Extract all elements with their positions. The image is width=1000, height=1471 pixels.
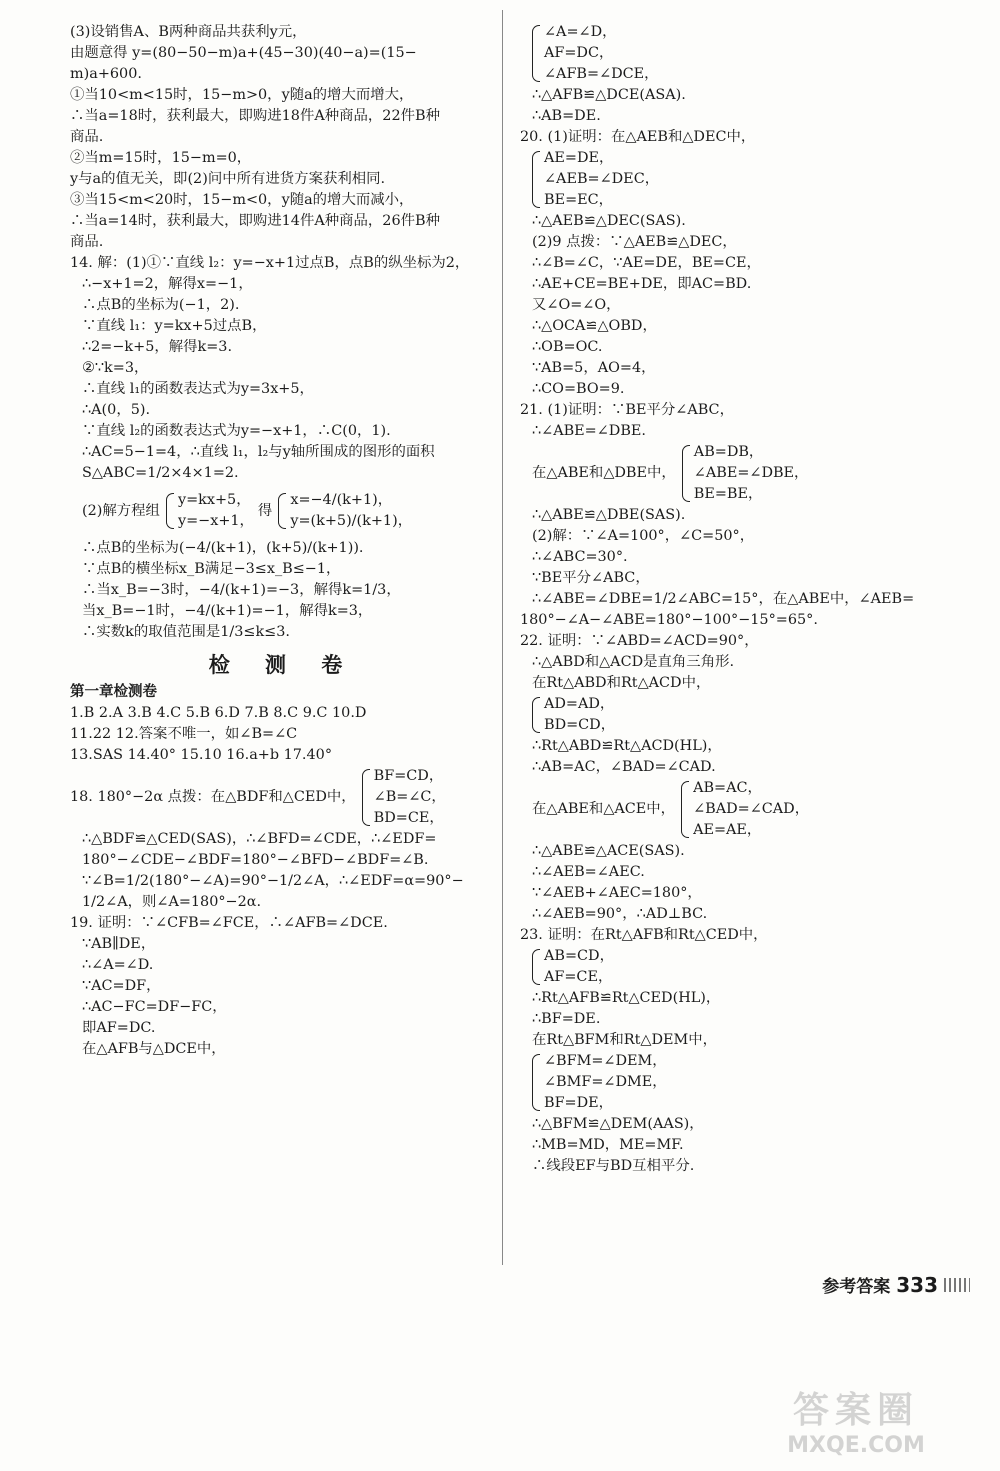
- brace-system: [530, 946, 960, 988]
- text-line: 13.SAS 14.40° 15.10 16.a+b 17.40°: [70, 747, 333, 763]
- chapter-title: 第一章检测卷: [70, 684, 157, 700]
- column-divider: [502, 10, 503, 1265]
- left-column: [70, 22, 495, 1060]
- equation: AE=DE，: [544, 150, 614, 166]
- text-line: 在△ABE和△DBE中，: [532, 465, 676, 481]
- text-line: ∴−x+1=2，解得x=−1，: [82, 276, 253, 292]
- q21: [520, 400, 960, 631]
- text-line: ∵∠B=1/2(180°−∠A)=90°−1/2∠A，∴∠EDF=α=90°−: [82, 873, 464, 889]
- q20: [520, 127, 960, 400]
- q23: [520, 925, 960, 1177]
- equation: ∠AEB=∠DEC，: [544, 171, 660, 187]
- question-number-line: 20. (1)证明：在△AEB和△DEC中，: [520, 129, 756, 145]
- footer-label: 参考答案: [822, 1277, 891, 1297]
- equation: AF=DC，: [544, 45, 614, 61]
- text-line: ∴△BFM≌△DEM(AAS)，: [532, 1116, 704, 1132]
- text-line: ∴∠B=∠C，∵AE=DE，BE=CE，: [532, 255, 761, 271]
- text-line: 即AF=DC.: [82, 1020, 156, 1036]
- text-line: 在Rt△ABD和Rt△ACD中，: [532, 675, 711, 691]
- text-line: 当x_B=−1时，−4/(k+1)=−1，解得k=3，: [82, 603, 373, 619]
- watermark-url: MXQE.COM: [787, 1433, 925, 1458]
- watermark-text: 答案圈: [792, 1390, 919, 1431]
- text-line: ∴∠AEB=90°，∴AD⊥BC.: [532, 906, 708, 922]
- q19: [70, 913, 495, 1060]
- text-line: ∴∠A=∠D.: [82, 957, 154, 973]
- brace-system: [679, 778, 809, 841]
- brace-system: [530, 148, 960, 211]
- text-line: ∵∠AEB+∠AEC=180°，: [532, 885, 702, 901]
- text-line: ∴A(0，5).: [82, 402, 151, 418]
- text-line: ∵AB∥DE，: [82, 936, 156, 952]
- text-line: 在Rt△BFM和Rt△DEM中，: [532, 1032, 718, 1048]
- text-line: ∴OB=OC.: [532, 339, 603, 355]
- text-line: 1/2∠A，则∠A=180°−2α.: [82, 894, 262, 910]
- question-number-line: 21. (1)证明：∵BE平分∠ABC，: [520, 402, 734, 418]
- q18: [70, 766, 495, 913]
- text-line: ∵点B的横坐标x_B满足−3≤x_B≤−1，: [82, 561, 341, 577]
- text-line: ∴AE+CE=BE+DE，即AC=BD.: [532, 276, 752, 292]
- equation: AF=CE，: [544, 969, 613, 985]
- text-line: 由题意得 y=(80−50−m)a+(45−30)(40−a)=(15−: [70, 45, 417, 61]
- equation: ∠ABE=∠DBE，: [693, 465, 809, 481]
- equation: AB=AC，: [693, 780, 762, 796]
- text-line: ∴△OCA≌△OBD，: [532, 318, 657, 334]
- text-line: ∴∠ABE=∠DBE=1/2∠ABC=15°，在△ABE中，∠AEB=: [532, 591, 915, 607]
- equation-system: [70, 766, 495, 829]
- brace-system: [164, 490, 254, 532]
- text-line: (2)解方程组: [82, 502, 160, 519]
- watermark-logo: [736, 1380, 976, 1460]
- text-line: ②当m=15时，15−m=0，: [70, 150, 252, 166]
- equation: BF=DE，: [544, 1095, 614, 1111]
- equation: y=−x+1，: [177, 513, 254, 529]
- question-number-line: 19. 证明：∵∠CFB=∠FCE，∴∠AFB=∠DCE.: [70, 915, 388, 931]
- brace-system: [530, 22, 960, 85]
- text-line: ∴△ABE≌△ACE(SAS).: [532, 843, 685, 859]
- text-line: ∵AB=5，AO=4，: [532, 360, 656, 376]
- equation: AE=AE，: [693, 822, 762, 838]
- text-line: ∴直线 l₁的函数表达式为y=3x+5，: [82, 381, 314, 397]
- equation: BD=CD，: [544, 717, 616, 733]
- page-footer: [822, 1272, 970, 1297]
- equation: ∠BAD=∠CAD，: [693, 801, 810, 817]
- equation: BD=CE，: [373, 810, 444, 826]
- text-line: 180°−∠A−∠ABE=180°−100°−15°=65°.: [520, 612, 818, 628]
- brace-system: [530, 694, 960, 736]
- equation: y=(k+5)/(k+1)，: [290, 513, 413, 529]
- text-line: ①当10<m<15时，15−m>0，y随a的增大而增大，: [70, 87, 414, 103]
- text-line: ∴AB=AC，∠BAD=∠CAD.: [532, 759, 716, 775]
- equation: AB=DB，: [693, 444, 764, 460]
- text-line: ∴AC−FC=DF−FC，: [82, 999, 227, 1015]
- text-line: ∵AC=DF，: [82, 978, 161, 994]
- text-line: ③当15<m<20时，15−m<0，y随a的增大而减小，: [70, 192, 414, 208]
- text-line: ∴∠AEB=∠AEC.: [532, 864, 645, 880]
- text-line: ∴AC=5−1=4，∴直线 l₁，l₂与y轴所围成的图形的面积: [82, 444, 435, 460]
- equation: AD=AD，: [544, 696, 615, 712]
- text-line: 1.B 2.A 3.B 4.C 5.B 6.D 7.B 8.C 9.C 10.D: [70, 705, 367, 721]
- text-line: ∴AB=DE.: [532, 108, 601, 124]
- text-line: ∴当a=18时，获利最大，即购进18件A种商品，22件B种: [70, 108, 440, 124]
- q14: [70, 253, 495, 643]
- equation: AB=CD，: [544, 948, 614, 964]
- question-number-line: 22. 证明：∵∠ABD=∠ACD=90°，: [520, 633, 759, 649]
- text-line: ∴当x_B=−3时，−4/(k+1)=−3，解得k=1/3，: [82, 582, 401, 598]
- text-line: ∴△BDF≌△CED(SAS)，∴∠BFD=∠CDE，∴∠EDF=: [82, 831, 437, 847]
- text-line: 180°−∠CDE−∠BDF=180°−∠BFD−∠BDF=∠B.: [82, 852, 429, 868]
- text-line: ∵直线 l₁：y=kx+5过点B，: [82, 318, 267, 334]
- equation: ∠B=∠C，: [373, 789, 446, 805]
- equation: BE=BE，: [693, 486, 763, 502]
- equation: y=kx+5，: [177, 492, 251, 508]
- q22: [520, 631, 960, 925]
- q19-continued: [520, 22, 960, 127]
- text-line: (3)设销售A、B两种商品共获利y元，: [70, 24, 307, 40]
- text-line: (2)解：∵∠A=100°，∠C=50°，: [532, 528, 755, 544]
- brace-system: [276, 490, 412, 532]
- text-line: ∴CO=BO=9.: [532, 381, 625, 397]
- text-line: ∴Rt△ABD≌Rt△ACD(HL)，: [532, 738, 722, 754]
- equation: x=−4/(k+1)，: [290, 492, 393, 508]
- text-line: ∴点B的坐标为(−4/(k+1)，(k+5)/(k+1)).: [82, 540, 364, 556]
- answer-list: [70, 703, 495, 766]
- text-line: ∴△AFB≌△DCE(ASA).: [532, 87, 686, 103]
- q13-part3: [70, 22, 495, 253]
- text-line: 在△ABE和△ACE中，: [532, 801, 676, 817]
- question-number-line: 14. 解：(1)①∵直线 l₂：y=−x+1过点B，点B的纵坐标为2，: [70, 255, 470, 271]
- text-line: 商品.: [70, 234, 104, 250]
- brace-system: [680, 442, 809, 505]
- text-line: ∴MB=MD，ME=MF.: [532, 1137, 684, 1153]
- right-column: [520, 22, 960, 1177]
- text-line: ∴∠ABE=∠DBE.: [532, 423, 646, 439]
- text-line: 得: [257, 502, 273, 519]
- section-title: 检 测 卷: [208, 653, 357, 677]
- equation-system: [520, 442, 960, 505]
- text-line: ∴当a=14时，获利最大，即购进14件A种商品，26件B种: [70, 213, 440, 229]
- text-line: ∴实数k的取值范围是1/3≤k≤3.: [82, 624, 290, 640]
- text-line: ∴△ABD和△ACD是直角三角形.: [532, 654, 735, 670]
- footer-decoration-icon: [944, 1278, 970, 1292]
- question-number-line: 18. 180°−2α 点拨：在△BDF和△CED中，: [70, 789, 356, 805]
- text-line: 商品.: [70, 129, 104, 145]
- equation: ∠A=∠D，: [544, 24, 617, 40]
- equation: ∠AFB=∠DCE，: [544, 66, 659, 82]
- equation: BF=CD，: [373, 768, 444, 784]
- text-line: ∵直线 l₂的函数表达式为y=−x+1，∴C(0，1).: [82, 423, 391, 439]
- text-line: (2)9 点拨：∵△AEB≌△DEC，: [532, 234, 737, 250]
- text-line: ∴2=−k+5，解得k=3.: [82, 339, 233, 355]
- equation: ∠BMF=∠DME，: [544, 1074, 667, 1090]
- text-line: 11.22 12.答案不唯一，如∠B=∠C: [70, 726, 298, 742]
- text-line: y与a的值无关，即(2)问中所有进货方案获利相同.: [70, 171, 386, 187]
- text-line: S△ABC=1/2×4×1=2.: [82, 465, 239, 481]
- text-line: ∴∠ABC=30°.: [532, 549, 628, 565]
- text-line: ∴BF=DE.: [532, 1011, 601, 1027]
- equation-system: [70, 490, 495, 532]
- question-number-line: 23. 证明：在Rt△AFB和Rt△CED中，: [520, 927, 768, 943]
- text-line: ②∵k=3，: [82, 360, 149, 376]
- page-number: 333: [896, 1272, 938, 1297]
- text-line: m)a+600.: [70, 66, 142, 82]
- text-line: ∵BE平分∠ABC，: [532, 570, 650, 586]
- equation: BE=EC，: [544, 192, 614, 208]
- equation-system: [520, 778, 960, 841]
- brace-system: [360, 766, 446, 829]
- text-line: ∴点B的坐标为(−1，2).: [82, 297, 240, 313]
- text-line: ∴Rt△AFB≌Rt△CED(HL)，: [532, 990, 721, 1006]
- text-line: 又∠O=∠O，: [532, 297, 621, 313]
- text-line: ∴线段EF与BD互相平分.: [532, 1158, 695, 1174]
- text-line: 在△AFB与△DCE中，: [82, 1041, 226, 1057]
- text-line: ∴△AEB≌△DEC(SAS).: [532, 213, 686, 229]
- equation: ∠BFM=∠DEM，: [544, 1053, 667, 1069]
- brace-system: [530, 1051, 960, 1114]
- text-line: ∴△ABE≌△DBE(SAS).: [532, 507, 686, 523]
